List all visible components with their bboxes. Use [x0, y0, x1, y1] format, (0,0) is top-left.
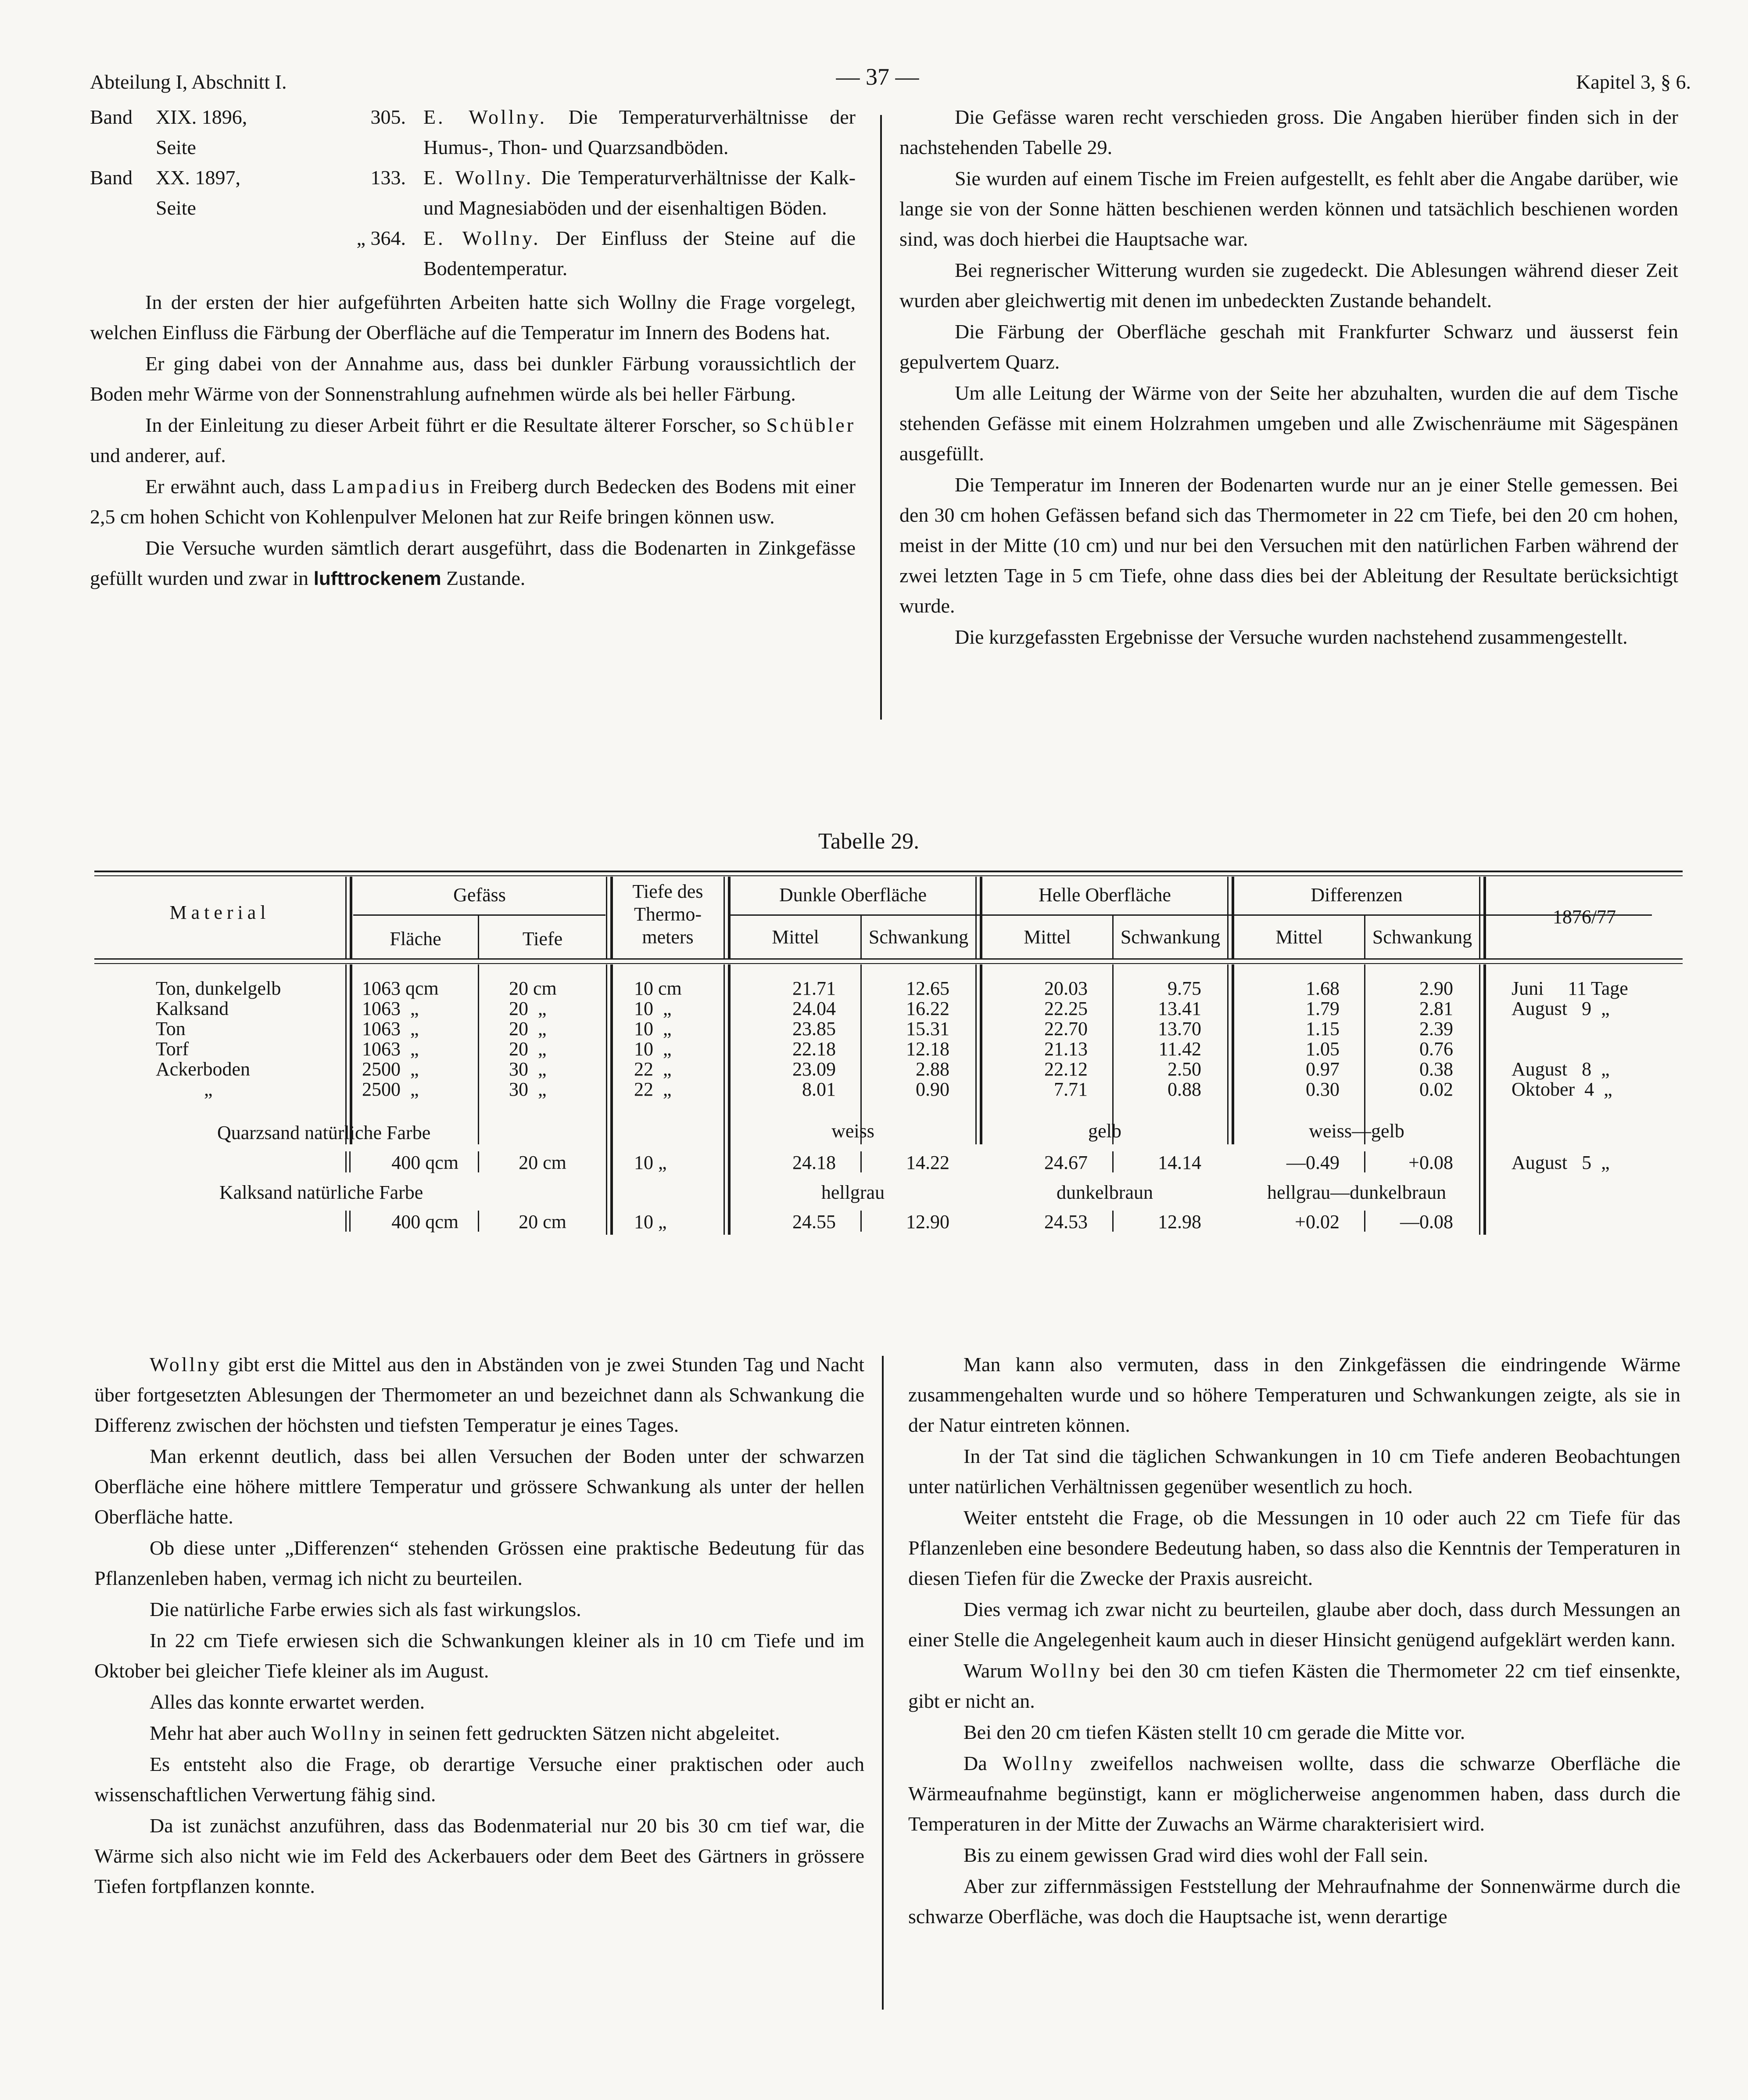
table-rule: [353, 914, 605, 916]
cell-date: Juni 11 Tage: [1512, 978, 1628, 999]
header-chapter: Kapitel 3, § 6.: [1576, 71, 1691, 93]
cell-dark-schwankung: 12.18: [906, 1038, 949, 1060]
paragraph-text: bei den 30 cm tiefen Kästen die Thermometer 22 cm tief einsenkte, gibt er nicht an.: [908, 1659, 1680, 1712]
paragraph: Bis zu einem gewissen Grad wird dies wohl der Fall sein.: [964, 1844, 1429, 1866]
person-name: Wollny: [1003, 1752, 1075, 1774]
kalk-d-mittel: 24.55: [792, 1211, 836, 1233]
quarz-thermo: 10 „: [634, 1152, 667, 1173]
header-thermo-2: Thermo-: [634, 903, 702, 925]
paragraph-text: zweifellos nachweisen wollte, dass die schwarze Oberfläche die Wärmeaufnahme begünstigt, kann er möglicherweise angenommen haben, dass durch die Temperaturen in der Mitte der Zuwachs an Wärme charakterisiert wird.: [908, 1752, 1681, 1835]
cell-diff-mittel: 1.05: [1306, 1038, 1340, 1060]
cell-date: Oktober 4 „: [1512, 1079, 1612, 1100]
cell-flaeche: 2500 „: [362, 1058, 419, 1080]
paragraph: [908, 1656, 1680, 1716]
kalk-flaeche: 400 qcm: [391, 1211, 458, 1233]
paragraph-text: Mehr hat aber auch: [150, 1722, 306, 1744]
quarz-h-mittel: 24.67: [1044, 1152, 1088, 1173]
cell-flaeche: 1063 „: [362, 1038, 419, 1060]
paragraph-text: Er erwähnt auch, dass: [145, 475, 326, 498]
reference-list: [90, 102, 856, 283]
kalk-label: Kalksand natürliche Farbe: [219, 1182, 423, 1203]
paragraph: [90, 471, 856, 532]
cell-diff-mittel: 1.15: [1306, 1018, 1340, 1039]
cell-light-mittel: 7.71: [1054, 1079, 1088, 1100]
cell-dark-schwankung: 15.31: [906, 1018, 949, 1039]
quarz-h-schw: 14.14: [1158, 1152, 1201, 1173]
person-name: Wollny: [1030, 1659, 1102, 1682]
page-number: — 37 —: [836, 64, 919, 90]
kalk-diff-mittel: +0.02: [1295, 1211, 1340, 1233]
cell-diff-mittel: 0.97: [1306, 1058, 1340, 1080]
header-mittel: Mittel: [1024, 926, 1071, 948]
paragraph-text: Da: [964, 1752, 987, 1774]
cell-dark-schwankung: 0.90: [916, 1079, 949, 1100]
paragraph: Um alle Leitung der Wärme von der Seite her abzuhalten, wurden die auf dem Tische stehenden Gefässe mit einem Holzrahmen umgeben und alle Zwischenräume mit Sägespänen ausgefüllt.: [899, 382, 1678, 465]
cell-tiefe: 30 „: [509, 1058, 547, 1080]
cell-diff-mittel: 0.30: [1306, 1079, 1340, 1100]
cell-light-schwankung: 11.42: [1158, 1038, 1201, 1060]
table-cell-divider: [345, 1211, 351, 1232]
reference-title: Die Temperaturverhältnisse der Kalk- und Magnesiaböden und der eisenhaltigen Böden.: [423, 166, 856, 219]
person-name: Schübler: [766, 414, 856, 436]
cell-date: August 8 „: [1512, 1058, 1610, 1080]
cell-light-schwankung: 2.50: [1168, 1058, 1201, 1080]
cell-dark-schwankung: 16.22: [906, 998, 949, 1019]
cell-diff-schwankung: 2.90: [1419, 978, 1453, 999]
quarz-d-schw: 14.22: [906, 1152, 949, 1173]
cell-dark-schwankung: 2.88: [916, 1058, 949, 1080]
table-column-divider: [975, 877, 978, 958]
cell-light-mittel: 21.13: [1044, 1038, 1088, 1060]
cell-diff-schwankung: 0.76: [1419, 1038, 1453, 1060]
cell-light-mittel: 22.70: [1044, 1018, 1088, 1039]
cell-dark-mittel: 23.85: [792, 1018, 836, 1039]
quarz-diff-schw: +0.08: [1408, 1152, 1453, 1173]
table-column-divider: [724, 964, 726, 1235]
cell-flaeche: 1063 qcm: [362, 978, 439, 999]
header-year: 1876/77: [1552, 906, 1616, 928]
table-column-divider: [606, 877, 609, 958]
paragraph: Die Temperatur im Inneren der Bodenarten wurde nur an je einer Stelle gemessen. Bei den 30 cm hohen Gefässen befand sich das Thermometer in 22 cm Tiefe, bei den 20 cm hohen, meist in der Mitte (10 cm) und nur bei den Versuchen mit den natürlichen Farben während der zwei letzten Tage in 5 cm Tiefe, ohne dass dies bei der Ableitung der Resultate berücksichtigt wurde.: [899, 473, 1678, 617]
paragraph: In der Tat sind die täglichen Schwankungen in 10 cm Tiefe anderen Beobachtungen unter natürlichen Verhältnissen gegenüber wesentlich zu hoch.: [908, 1445, 1680, 1498]
cell-thermo: 10 cm: [634, 978, 682, 999]
cell-material: Ton, dunkelgelb: [156, 978, 281, 999]
cell-tiefe: 20 „: [509, 1038, 547, 1060]
table-column-divider: [975, 964, 978, 1144]
table-rule: [94, 958, 1683, 960]
cell-light-mittel: 20.03: [1044, 978, 1088, 999]
cell-diff-mittel: 1.79: [1306, 998, 1340, 1019]
cell-dark-mittel: 8.01: [802, 1079, 836, 1100]
paragraph-text: in Freiberg durch Bedecken des Bodens mit einer 2,5 cm hohen Schicht von Kohlenpulver Melonen hat zur Reife bringen können usw.: [90, 475, 856, 528]
cell-thermo: 22 „: [634, 1079, 672, 1100]
paragraph: In der ersten der hier aufgeführten Arbeiten hatte sich Wollny die Frage vorgelegt, welchen Einfluss die Färbung der Oberfläche auf die Temperatur im Innern des Bodens hat.: [90, 291, 856, 344]
quarz-light-color: gelb: [1088, 1120, 1121, 1142]
header-section: Abteilung I, Abschnitt I.: [90, 71, 287, 93]
reference-volume: [156, 223, 259, 283]
paragraph-text: gibt erst die Mittel aus den in Abständen von je zwei Stunden Tag und Nacht über fortgesetzten Ablesungen der Thermometer an und bezeichnet dann als Schwankung die Differenz zwischen der höchsten und tiefsten Temperatur je eines Tages.: [94, 1353, 865, 1436]
paragraph-text: Warum: [964, 1659, 1023, 1682]
paragraph-text: Die Versuche wurden sämtlich derart ausgeführt, dass die Bodenarten in Zinkgefässe gefüllt wurden und zwar in: [90, 537, 856, 589]
reference-text: [423, 102, 856, 162]
reference-author: E. Wollny.: [423, 227, 541, 249]
paragraph-text: in seinen fett gedruckten Sätzen nicht abgeleitet.: [388, 1722, 780, 1744]
reference-title: Die Temperaturverhältnisse der Humus-, Thon- und Quarzsandböden.: [423, 106, 856, 158]
quarz-tiefe: 20 cm: [519, 1152, 566, 1173]
paragraph-text: und anderer, auf.: [90, 444, 226, 466]
kalk-diff-color: hellgrau—dunkelbraun: [1267, 1182, 1447, 1203]
quarz-d-mittel: 24.18: [792, 1152, 836, 1173]
paragraph-text: Zustande.: [446, 567, 526, 589]
quarz-dark-color: weiss: [831, 1120, 874, 1142]
paragraph: [94, 1718, 864, 1748]
cell-light-schwankung: 13.41: [1158, 998, 1201, 1019]
paragraph: Alles das konnte erwartet werden.: [150, 1691, 425, 1713]
reference-author: E. Wollny.: [423, 166, 534, 189]
header-tiefe: Tiefe: [522, 928, 563, 950]
table-rule: [94, 875, 1683, 876]
cell-diff-schwankung: 0.38: [1419, 1058, 1453, 1080]
person-name: Lampadius: [332, 475, 442, 498]
cell-tiefe: 20 cm: [509, 978, 557, 999]
kalk-tiefe: 20 cm: [519, 1211, 566, 1233]
header-schwankung: Schwankung: [868, 926, 969, 948]
quarz-diff-color: weiss—gelb: [1309, 1120, 1404, 1142]
cell-tiefe: 30 „: [509, 1079, 547, 1100]
table-rule: [94, 963, 1683, 964]
reference-page: „ 364.: [356, 227, 406, 249]
paragraph: Sie wurden auf einem Tische im Freien aufgestellt, es fehlt aber die Angabe darüber, wie lange sie von der Sonne hätten beschienen werden können und tatsächlich beschienen worden sind, was doch hierbei die Hauptsache war.: [899, 167, 1678, 250]
table-column-divider: [345, 877, 348, 958]
header-mittel: Mittel: [1275, 926, 1323, 948]
paragraph: Es entsteht also die Frage, ob derartige Versuche einer praktischen oder auch wissenschaftlichen Verwertung fähig sind.: [94, 1753, 864, 1806]
table-caption: Tabelle 29.: [818, 829, 920, 854]
header-mittel: Mittel: [772, 926, 819, 948]
quarz-label: Quarzsand natürliche Farbe: [217, 1122, 431, 1143]
paragraph: Ob diese unter „Differenzen“ stehenden Grössen eine praktische Bedeutung für das Pflanzenleben haben, vermag ich nicht zu beurteilen.: [94, 1537, 864, 1589]
table-column-divider: [1227, 877, 1230, 958]
reference-page: 305.: [370, 106, 406, 128]
cell-dark-mittel: 22.18: [792, 1038, 836, 1060]
table-column-divider: [478, 964, 479, 1144]
cell-flaeche: 1063 „: [362, 1018, 419, 1039]
paragraph: [908, 1748, 1680, 1839]
table-column-divider: [606, 964, 609, 1235]
cell-date: August 9 „: [1512, 998, 1610, 1019]
kalk-dark-color: hellgrau: [821, 1182, 885, 1203]
cell-dark-schwankung: 12.65: [906, 978, 949, 999]
cell-light-schwankung: 0.88: [1168, 1079, 1201, 1100]
table-column-divider: [1479, 964, 1482, 1235]
reference-text: [423, 223, 856, 283]
cell-thermo: 22 „: [634, 1058, 672, 1080]
cell-diff-mittel: 1.68: [1306, 978, 1340, 999]
person-name: Wollny: [311, 1722, 383, 1744]
reference-item: [90, 162, 856, 223]
column-top-left: [90, 102, 856, 595]
cell-flaeche: 1063 „: [362, 998, 419, 1019]
reference-text: [423, 162, 856, 223]
column-bottom-left: [94, 1349, 864, 1902]
column-divider: [880, 115, 882, 720]
paragraph: Die natürliche Farbe erwies sich als fast wirkungslos.: [150, 1598, 581, 1620]
cell-diff-schwankung: 2.81: [1419, 998, 1453, 1019]
paragraph: Dies vermag ich zwar nicht zu beurteilen, glaube aber doch, dass durch Messungen an einer Stelle die Angelegenheit kaum auch in dieser Hinsicht genügend aufgeklärt werden kann.: [908, 1598, 1680, 1651]
cell-flaeche: 2500 „: [362, 1079, 419, 1100]
reference-band: [90, 223, 156, 283]
paragraph: Bei regnerischer Witterung wurden sie zugedeckt. Die Ablesungen während dieser Zeit wurden aber gleichwertig mit denen im unbedeckten Zustande behandelt.: [899, 259, 1678, 312]
header-helle: Helle Oberfläche: [1039, 884, 1171, 906]
header-differenzen: Differenzen: [1311, 884, 1403, 906]
paragraph: Da ist zunächst anzuführen, dass das Bodenmaterial nur 20 bis 30 cm tief war, die Wärme sich also nicht wie im Feld des Ackerbauers oder dem Beet des Gärtners in grössere Tiefen fortpflanzen konnte.: [94, 1814, 864, 1897]
reference-title: Der Einfluss der Steine auf die Bodentemperatur.: [423, 227, 856, 280]
paragraph: Weiter entsteht die Frage, ob die Messungen in 10 oder auch 22 cm Tiefe für das Pflanzenleben eine besondere Bedeutung haben, so dass also die Kenntnis der Temperaturen in diesen Tiefen für die Zwecke der Praxis ausreicht.: [908, 1506, 1680, 1589]
cell-thermo: 10 „: [634, 1018, 672, 1039]
cell-dark-mittel: 23.09: [792, 1058, 836, 1080]
paragraph-text: In der Einleitung zu dieser Arbeit führt er die Resultate älterer Forscher, so: [145, 414, 760, 436]
paragraph: Die kurzgefassten Ergebnisse der Versuche wurden nachstehend zusammengestellt.: [955, 626, 1628, 648]
cell-diff-schwankung: 2.39: [1419, 1018, 1453, 1039]
emphasis-text: lufttrockenem: [313, 568, 441, 589]
cell-light-mittel: 22.25: [1044, 998, 1088, 1019]
cell-material: Torf: [156, 1038, 189, 1060]
table-rule: [94, 871, 1683, 872]
reference-page: 133.: [370, 166, 406, 189]
kalk-diff-schw: —0.08: [1400, 1211, 1453, 1233]
column-divider: [882, 1356, 884, 2010]
reference-item: [90, 223, 856, 283]
header-dunkle: Dunkle Oberfläche: [779, 884, 927, 906]
table-column-divider: [345, 964, 348, 1144]
header-material: Material: [169, 902, 270, 923]
table-column-divider: [1479, 877, 1482, 958]
cell-tiefe: 20 „: [509, 998, 547, 1019]
paragraph: Man kann also vermuten, dass in den Zinkgefässen die eindringende Wärme zusammengehalten wurde und so höhere Temperaturen und Schwankungen zeigte, als sie in der Natur eintreten können.: [908, 1353, 1680, 1436]
quarz-diff-mittel: —0.49: [1286, 1152, 1340, 1173]
cell-material: Kalksand: [156, 998, 229, 1019]
cell-dark-mittel: 24.04: [792, 998, 836, 1019]
header-schwankung: Schwankung: [1372, 926, 1472, 948]
table-column-divider: [724, 877, 726, 958]
quarz-date: August 5 „: [1512, 1152, 1610, 1173]
cell-material: „: [204, 1079, 213, 1100]
table-cell-divider: [345, 1151, 351, 1172]
paragraph: Aber zur ziffernmässigen Feststellung der Mehraufnahme der Sonnenwärme durch die schwarze Oberfläche, was doch die Hauptsache ist, wenn derartige: [908, 1875, 1680, 1928]
paragraph: [90, 410, 856, 470]
kalk-h-schw: 12.98: [1158, 1211, 1201, 1233]
reference-author: E. Wollny.: [423, 106, 547, 128]
paragraph: Er ging dabei von der Annahme aus, dass bei dunkler Färbung voraussichtlich der Boden mehr Wärme von der Sonnenstrahlung aufnehmen würde als bei heller Färbung.: [90, 352, 856, 405]
cell-light-schwankung: 9.75: [1168, 978, 1201, 999]
cell-material: Ackerboden: [156, 1058, 251, 1080]
person-name: Wollny: [150, 1353, 222, 1376]
cell-light-schwankung: 13.70: [1158, 1018, 1201, 1039]
reference-band: Band: [90, 166, 133, 189]
paragraph: [90, 533, 856, 594]
column-top-right: [899, 102, 1678, 653]
table-column-divider: [1227, 964, 1230, 1144]
kalk-h-mittel: 24.53: [1044, 1211, 1088, 1233]
paragraph: Die Gefässe waren recht verschieden gross. Die Angaben hierüber finden sich in der nachstehenden Tabelle 29.: [899, 106, 1678, 158]
quarz-flaeche: 400 qcm: [391, 1152, 458, 1173]
cell-tiefe: 20 „: [509, 1018, 547, 1039]
cell-light-mittel: 22.12: [1044, 1058, 1088, 1080]
header-thermo-3: meters: [642, 926, 694, 948]
reference-item: [90, 102, 856, 162]
reference-volume: XIX. 1896, Seite: [156, 106, 247, 158]
cell-thermo: 10 „: [634, 1038, 672, 1060]
paragraph: Die Färbung der Oberfläche geschah mit Frankfurter Schwarz und äusserst fein gepulvertem Quarz.: [899, 320, 1678, 373]
paragraph: In 22 cm Tiefe erwiesen sich die Schwankungen kleiner als in 10 cm Tiefe und im Oktober bei gleicher Tiefe kleiner als im August.: [94, 1629, 864, 1682]
data-table: [94, 871, 1683, 1248]
paragraph: Man erkennt deutlich, dass bei allen Versuchen der Boden unter der schwarzen Oberfläche eine höhere mittlere Temperatur und grössere Schwankung als unter der hellen Oberfläche hatte.: [94, 1445, 864, 1528]
kalk-thermo: 10 „: [634, 1211, 667, 1233]
header-schwankung: Schwankung: [1120, 926, 1221, 948]
cell-diff-schwankung: 0.02: [1419, 1079, 1453, 1100]
paragraph: [94, 1349, 864, 1440]
reference-band: Band: [90, 106, 133, 128]
paragraph: Bei den 20 cm tiefen Kästen stellt 10 cm gerade die Mitte vor.: [964, 1721, 1465, 1743]
kalk-light-color: dunkelbraun: [1057, 1182, 1153, 1203]
cell-thermo: 10 „: [634, 998, 672, 1019]
kalk-d-schw: 12.90: [906, 1211, 949, 1233]
header-gefaess: Gefäss: [453, 884, 506, 906]
header-thermo-1: Tiefe des: [632, 881, 703, 902]
column-bottom-right: [908, 1349, 1680, 1932]
cell-dark-mittel: 21.71: [792, 978, 836, 999]
cell-material: Ton: [156, 1018, 186, 1039]
reference-volume: XX. 1897, Seite: [156, 166, 240, 219]
header-flaeche: Fläche: [390, 928, 441, 950]
